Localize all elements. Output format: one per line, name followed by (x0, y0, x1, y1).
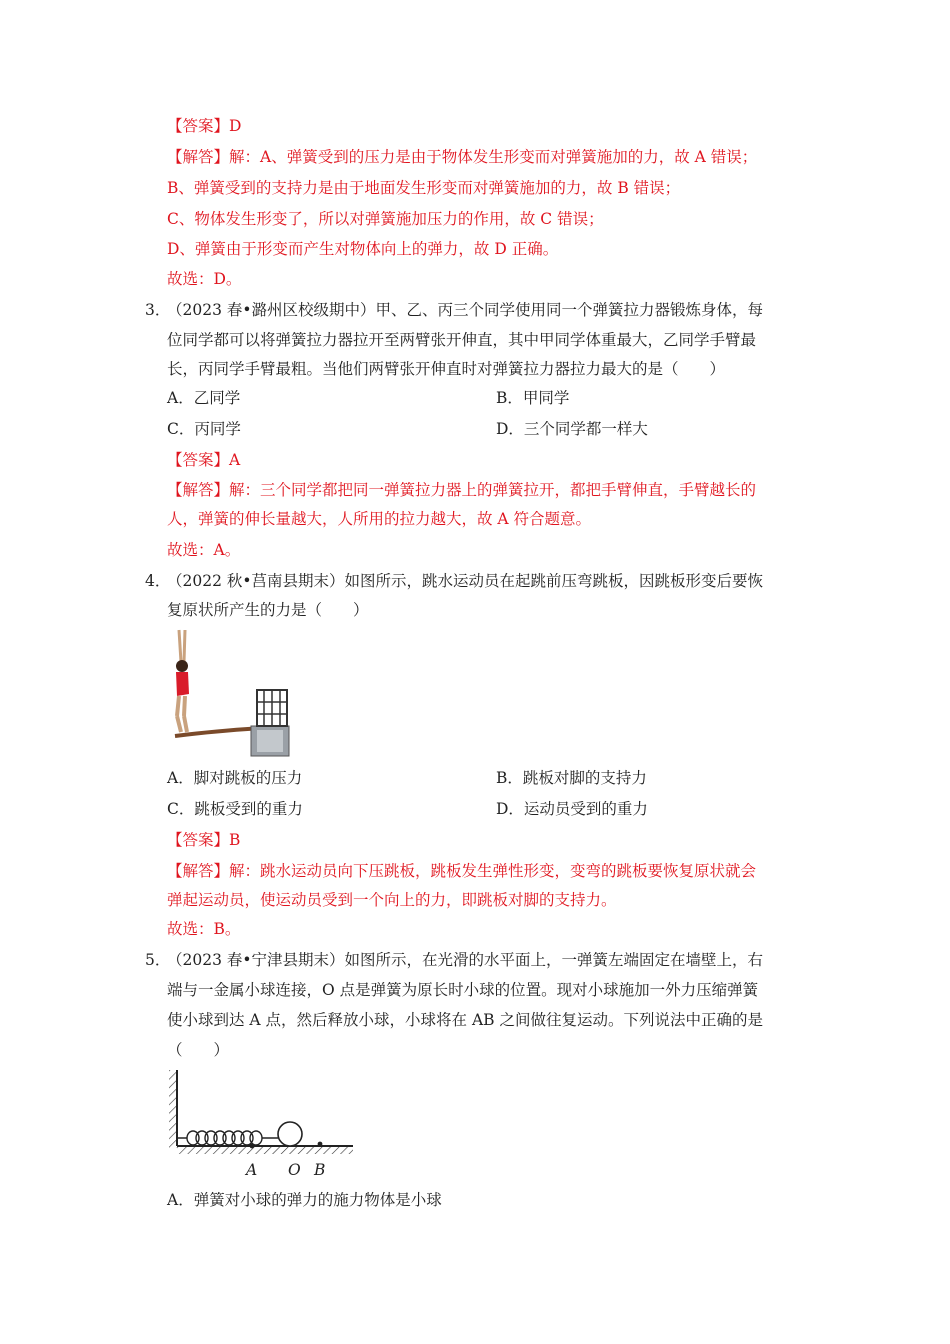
q5-stem-line-3: 使小球到达 A 点，然后释放小球，小球将在 AB 之间做往复运动。下列说法中正确的是 (167, 1011, 763, 1029)
q4-number: 4． (145, 572, 171, 590)
q3-number: 3． (145, 301, 171, 319)
q3-stem-line-3: 长，丙同学手臂最粗。当他们两臂张开伸直时对弹簧拉力器拉力最大的是（ ） (167, 360, 726, 378)
q4-option-a: A．脚对跳板的压力 (167, 769, 303, 787)
q4-analysis-line-1: 【解答】解：跳水运动员向下压跳板，跳板发生弹性形变，变弯的跳板要恢复原状就会 (167, 862, 757, 880)
q3-stem-line-1: （2023 春•潞州区校级期中）甲、乙、丙三个同学使用同一个弹簧拉力器锻炼身体，每 (167, 301, 764, 319)
q2-analysis-line-1: 【解答】解：A、弹簧受到的压力是由于物体发生形变而对弹簧施加的力，故 A 错误； (167, 148, 758, 166)
q2-analysis-line-3: C、物体发生形变了，所以对弹簧施加压力的作用，故 C 错误； (167, 210, 604, 228)
q3-option-c: C．丙同学 (167, 420, 241, 438)
q5-option-a: A．弹簧对小球的弹力的施力物体是小球 (167, 1191, 442, 1209)
q5-stem-line-4: （ ） (167, 1041, 230, 1059)
spring-ball-figure (165, 1066, 360, 1178)
q3-option-a: A．乙同学 (167, 389, 241, 407)
q4-stem-line-1: （2022 秋•莒南县期末）如图所示，跳水运动员在起跳前压弯跳板，因跳板形变后要恢 (167, 572, 764, 590)
q4-choice: 故选：B。 (167, 920, 241, 938)
q3-option-d: D．三个同学都一样大 (496, 420, 648, 438)
label-o: O (288, 1161, 301, 1179)
q3-option-b: B．甲同学 (496, 389, 570, 407)
q4-option-b: B．跳板对脚的支持力 (496, 769, 647, 787)
q5-stem-line-1: （2023 春•宁津县期末）如图所示，在光滑的水平面上，一弹簧左端固定在墙壁上，右 (167, 951, 764, 969)
q3-analysis-line-2: 人，弹簧的伸长量越大，人所用的拉力越大，故 A 符合题意。 (167, 510, 592, 528)
q4-option-c: C．跳板受到的重力 (167, 800, 303, 818)
q3-choice: 故选：A。 (167, 541, 241, 559)
q4-stem-line-2: 复原状所产生的力是（ ） (167, 601, 369, 619)
q4-option-d: D．运动员受到的重力 (496, 800, 648, 818)
label-a: A (246, 1161, 258, 1179)
q2-analysis-line-4: D、弹簧由于形变而产生对物体向上的弹力，故 D 正确。 (167, 240, 559, 258)
q2-analysis-line-2: B、弹簧受到的支持力是由于地面发生形变而对弹簧施加的力，故 B 错误； (167, 179, 681, 197)
diver-figure (165, 626, 295, 758)
q3-answer: 【答案】A (167, 451, 241, 469)
q3-stem-line-2: 位同学都可以将弹簧拉力器拉开至两臂张开伸直，其中甲同学体重最大，乙同学手臂最 (167, 331, 757, 349)
q4-analysis-line-2: 弹起运动员，使运动员受到一个向上的力，即跳板对脚的支持力。 (167, 891, 617, 909)
q5-number: 5． (145, 951, 171, 969)
q3-analysis-line-1: 【解答】解：三个同学都把同一弹簧拉力器上的弹簧拉开，都把手臂伸直，手臂越长的 (167, 481, 757, 499)
q2-choice: 故选：D。 (167, 270, 242, 288)
q2-answer: 【答案】D (167, 117, 242, 135)
label-b: B (314, 1161, 326, 1179)
q5-stem-line-2: 端与一金属小球连接，O 点是弹簧为原长时小球的位置。现对小球施加一外力压缩弹簧 (167, 981, 759, 999)
q4-answer: 【答案】B (167, 831, 241, 849)
